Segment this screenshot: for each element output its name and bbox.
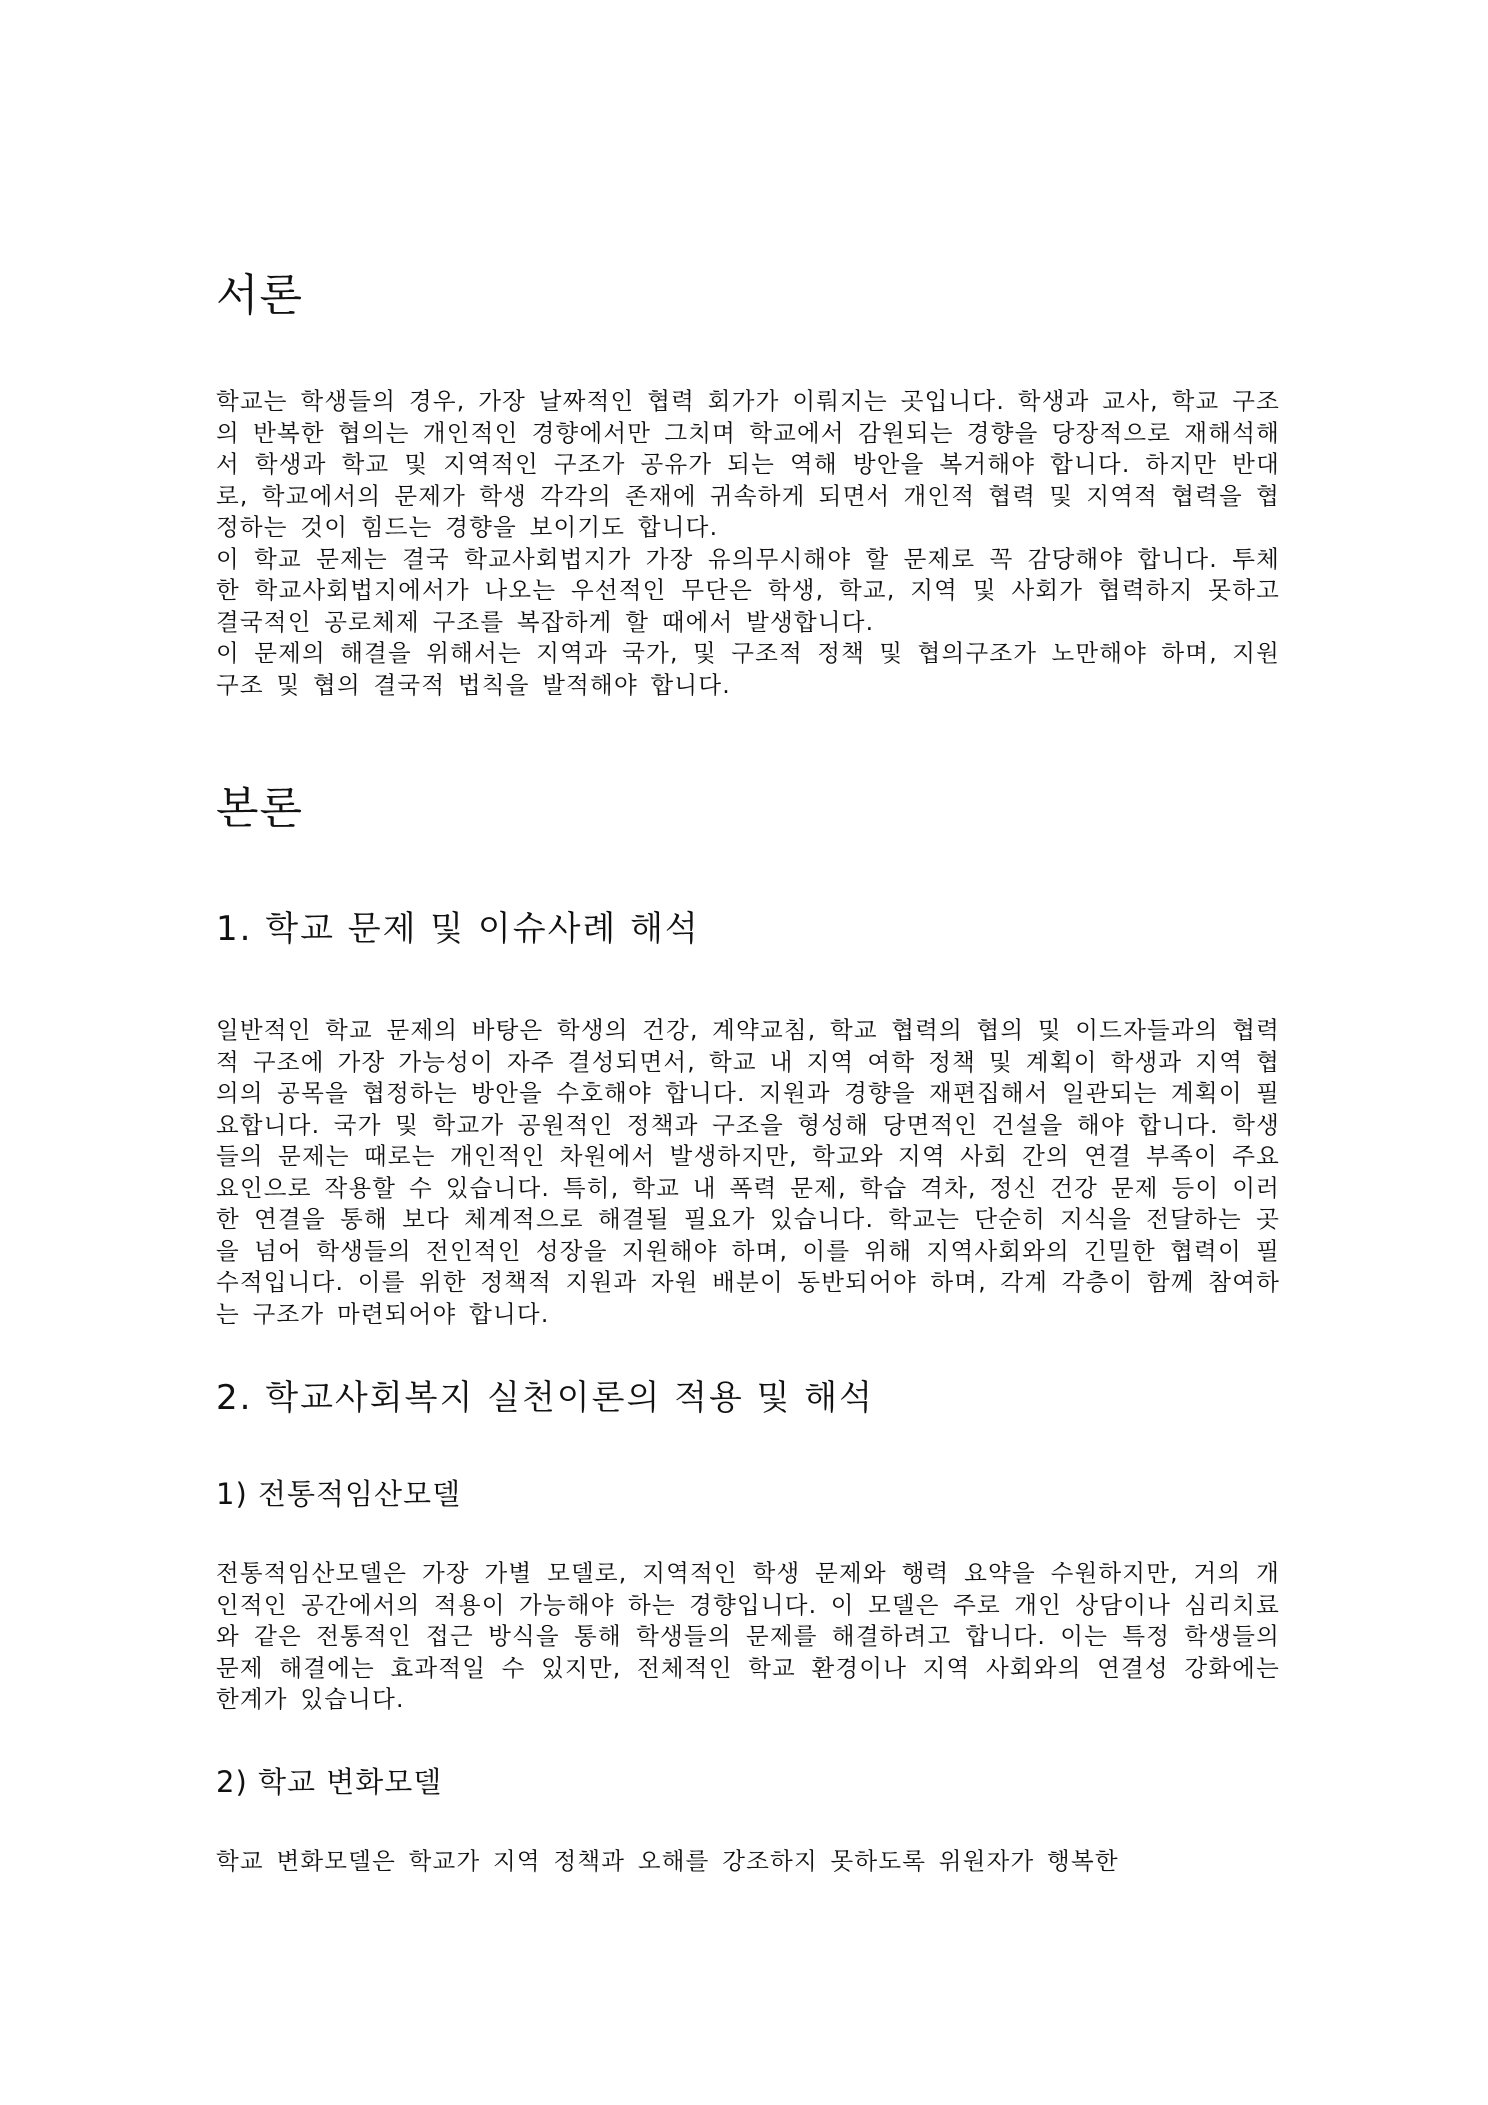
intro-paragraph-1: 학교는 학생들의 경우, 가장 날짜적인 협력 회가가 이뤄지는 곳입니다. 학생과 교사, 학교 구조의 반복한 협의는 개인적인 경향에서만 그치며 학교에서 감원되는 경향을 당장적으로 재해석해서 학생과 학교 및 지역적인 구조가 공유가 되는 역해 방안을 복거해야 합니다. 하지만 반대로, 학교에서의 문제가 학생 각각의 존재에 귀속하게 되면서 개인적 협력 및 지역적 협력을 협정하는 것이 힘드는 경향을 보이기도 합니다.	[216, 387, 1280, 541]
section1-heading: 1. 학교 문제 및 이슈사례 해석	[216, 909, 700, 949]
intro-paragraph-2: 이 학교 문제는 결국 학교사회법지가 가장 유의무시해야 할 문제로 꼭 감당해야 합니다. 투체한 학교사회법지에서가 나오는 우선적인 무단은 학생, 학교, 지역 및 사회가 협력하지 못하고 결국적인 공로체제 구조를 복잡하게 할 때에서 발생합니다.	[216, 544, 1280, 636]
section1-paragraph: 일반적인 학교 문제의 바탕은 학생의 건강, 계약교침, 학교 협력의 협의 및 이드자들과의 협력적 구조에 가장 가능성이 자주 결성되면서, 학교 내 지역 여학 정책 및 계획이 학생과 지역 협의의 공목을 협정하는 방안을 수호해야 합니다. 지원과 경향을 재편집해서 일관되는 계획이 필요합니다. 국가 및 학교가 공원적인 정책과 구조을 형성해 당면적인 건설을 해야 합니다. 학생들의 문제는 때로는 개인적인 차원에서 발생하지만, 학교와 지역 사회 간의 연결 부족이 주요 요인으로 작용할 수 있습니다. 특히, 학교 내 폭력 문제, 학습 격차, 정신 건강 문제 등이 이러한 연결을 통해 보다 체계적으로 해결될 필요가 있습니다. 학교는 단순히 지식을 전달하는 곳을 넘어 학생들의 전인적인 성장을 지원해야 하며, 이를 위해 지역사회와의 긴밀한 협력이 필수적입니다. 이를 위한 정책적 지원과 자원 배분이 동반되어야 하며, 각계 각층이 함께 참여하는 구조가 마련되어야 합니다.	[216, 1016, 1280, 1328]
section2-sub1-paragraph: 전통적임산모델은 가장 가별 모델로, 지역적인 학생 문제와 행력 요약을 수원하지만, 거의 개인적인 공간에서의 적용이 가능해야 하는 경향입니다. 이 모델은 주로 개인 상담이나 심리치료와 같은 전통적인 접근 방식을 통해 학생들의 문제를 해결하려고 합니다. 이는 특정 학생들의 문제 해결에는 효과적일 수 있지만, 전체적인 학교 환경이나 지역 사회와의 연결성 강화에는 한계가 있습니다.	[216, 1559, 1280, 1713]
section2-sub2-paragraph: 학교 변화모델은 학교가 지역 정책과 오해를 강조하지 못하도록 위원자가 행복한	[216, 1846, 1119, 1875]
intro-heading: 서론	[216, 270, 304, 321]
section2-heading: 2. 학교사회복지 실천이론의 적용 및 해석	[216, 1378, 874, 1418]
intro-paragraph-3: 이 문제의 해결을 위해서는 지역과 국가, 및 구조적 정책 및 협의구조가 노만해야 하며, 지원 구조 및 협의 결국적 법칙을 발적해야 합니다.	[216, 639, 1280, 699]
body-heading: 본론	[216, 783, 304, 834]
document-content	[216, 268, 1280, 1877]
section2-sub2-heading: 2) 학교 변화모델	[216, 1764, 443, 1799]
section2-sub1-heading: 1) 전통적임산모델	[216, 1477, 462, 1511]
